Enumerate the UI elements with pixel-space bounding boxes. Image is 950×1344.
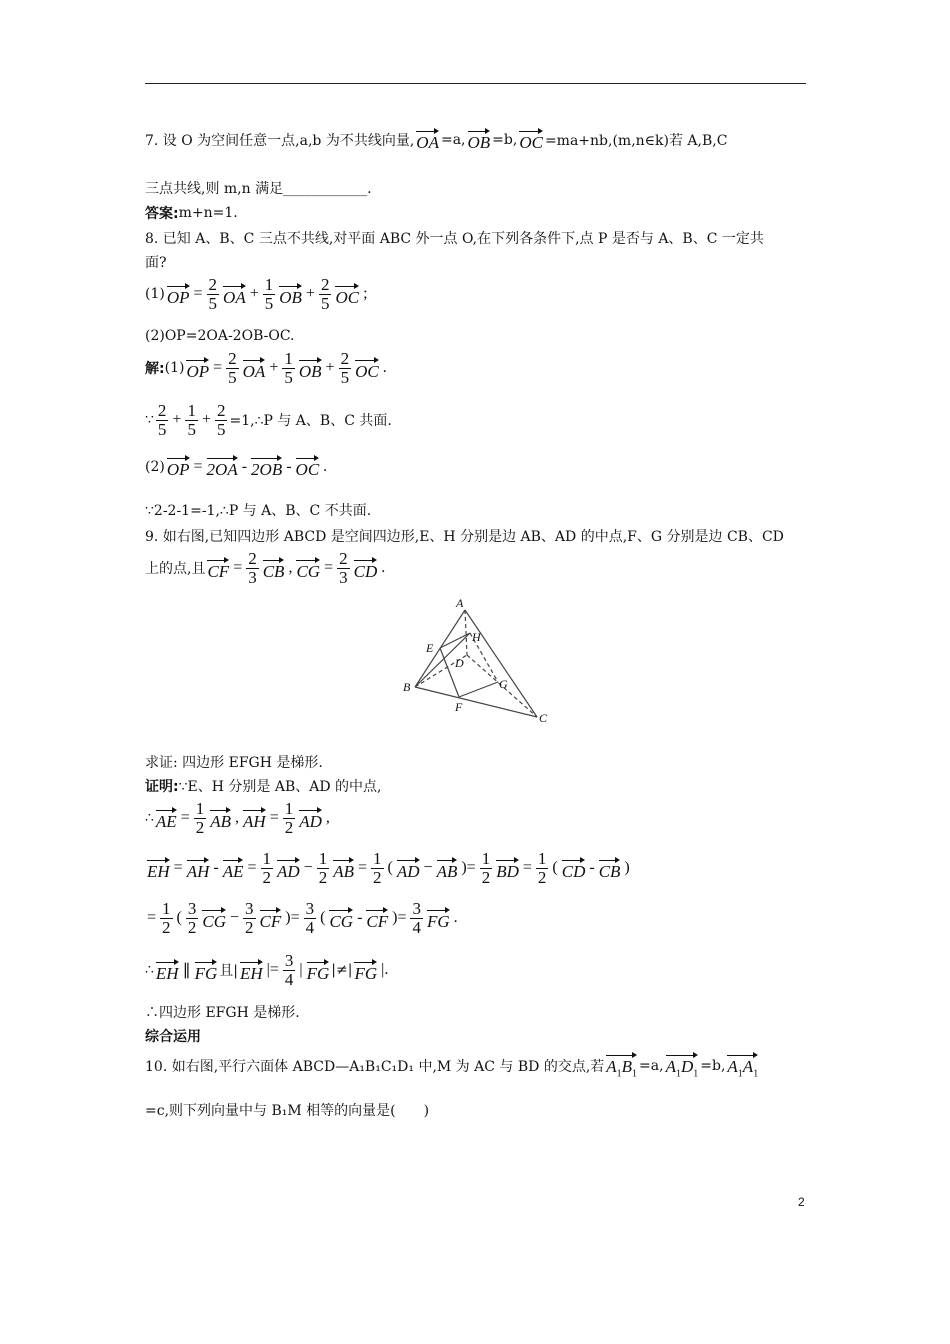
- q9-line2: 上的点,且 CF = $\frac{2}{3}$ CB , CG = $\frac{2}{3}$ CD .: [145, 549, 386, 587]
- q8-line1: 8. 已知 A、B、C 三点不共线,对平面 ABC 外一点 O,在下列各条件下,点 P 是否与 A、B、C 一定共: [145, 231, 764, 247]
- q8-solution2: (2) OP = 2OA - 2OB - OC .: [145, 455, 329, 478]
- answer-label: 答案:: [145, 206, 179, 222]
- q8-solution2-end: ∵2-2-1=-1,∴P 与 A、B、C 不共面.: [145, 503, 372, 519]
- svg-text:D: D: [455, 656, 464, 670]
- q8-condition2: (2)OP=2OA-2OB-OC.: [145, 328, 295, 344]
- svg-text:F: F: [455, 700, 463, 714]
- tetrahedron-figure: [395, 595, 555, 730]
- proof-step1: ∴ AE = $\frac{1}{2}$ AB , AH = $\frac{1}{2}$ AD ,: [145, 799, 330, 837]
- header-rule: [145, 83, 806, 84]
- page-number: 2: [798, 1195, 805, 1209]
- q8-sum: ∵ $\frac{2}{5}$ + $\frac{1}{5}$ + $\frac{2}{5}$ =1,∴P 与 A、B、C 共面.: [145, 401, 392, 439]
- proof-step4: ∴ EH ∥ FG 且| EH |= $\frac{3}{4}$ | FG |≠| FG |.: [145, 951, 389, 989]
- vec-oc: OC: [519, 128, 543, 151]
- q7-eq-a: =a,: [440, 131, 466, 148]
- svg-text:G: G: [499, 677, 508, 691]
- q7-answer: [145, 203, 238, 223]
- svg-text:B: B: [403, 680, 411, 694]
- svg-text:E: E: [426, 641, 434, 655]
- q7-eq-b: =b,: [492, 131, 518, 148]
- q8-line2: 面?: [145, 255, 167, 271]
- proof-conclusion: ∴四边形 EFGH 是梯形.: [145, 1005, 300, 1021]
- q7-text: 7. 设 O 为空间任意一点,a,b 为不共线向量,: [145, 132, 415, 149]
- answer-text: m+n=1.: [178, 205, 238, 221]
- svg-text:H: H: [472, 630, 481, 644]
- vec-oa: OA: [416, 128, 439, 151]
- q9-proof-first: 证明: ∵E、H 分别是 AB、AD 的中点,: [145, 779, 382, 795]
- q7-line2: 三点共线,则 m,n 满足____________.: [145, 181, 372, 197]
- q8-solution1: 解: (1) OP = $\frac{2}{5}$ OA + $\frac{1}{5}$ OB + $\frac{2}{5}$ OC .: [145, 349, 387, 387]
- svg-text:C: C: [539, 711, 548, 725]
- svg-text:A: A: [456, 596, 464, 610]
- q10-line2: =c,则下列向量中与 B₁M 相等的向量是( ): [145, 1103, 430, 1119]
- vec-ob: OB: [468, 128, 491, 151]
- q7-line1: [145, 128, 727, 151]
- proof-step2: EH = AH - AE = $\frac{1}{2}$ AD − $\frac{1}{2}$ AB = $\frac{1}{2}$ ( AD − AB )= $\frac{1}{2}$ BD = $\frac{1}{2}$ ( CD - CB ): [147, 849, 630, 887]
- proof-step3: = $\frac{1}{2}$ ( $\frac{3}{2}$ CG − $\frac{3}{2}$ CF )= $\frac{3}{4}$ ( CG - CF )= $\frac{3}{4}$ FG .: [147, 899, 458, 937]
- q9-line1: 9. 如右图,已知四边形 ABCD 是空间四边形,E、H 分别是边 AB、AD 的中点,F、G 分别是边 CB、CD: [145, 529, 784, 545]
- q10-line1: 10. 如右图,平行六面体 ABCD—A₁B₁C₁D₁ 中,M 为 AC 与 BD 的交点,若 $A_1B_1$ =a, $A_1D_1$ =b, $A_1A_1$: [145, 1052, 760, 1079]
- q9-prove: 求证: 四边形 EFGH 是梯形.: [145, 755, 323, 771]
- q7-eq-c: =ma+nb,(m,n∈k)若 A,B,C: [544, 132, 728, 149]
- section-title: 综合运用: [145, 1029, 201, 1045]
- q8-condition1: (1) OP = $\frac{2}{5}$ OA + $\frac{1}{5}$ OB + $\frac{2}{5}$ OC ;: [145, 275, 368, 313]
